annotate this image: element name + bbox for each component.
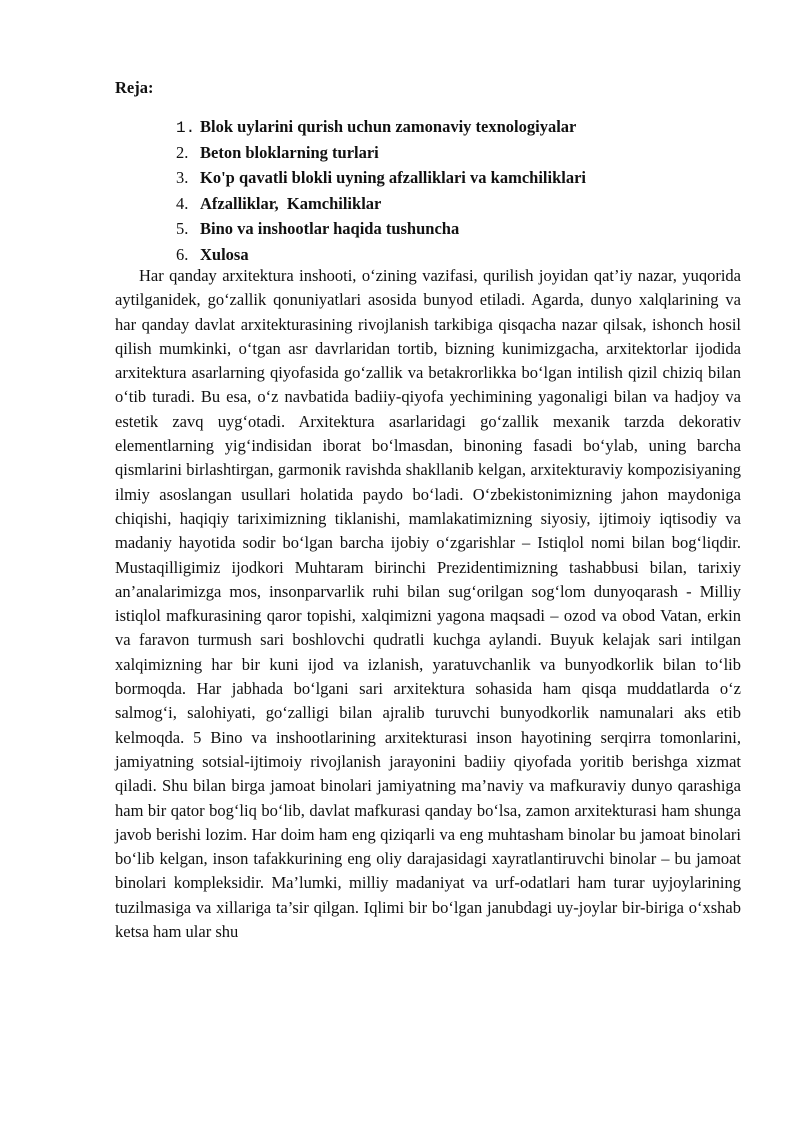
- plan-item-number: 6.: [176, 244, 189, 264]
- plan-item-number: 5.: [176, 219, 189, 239]
- plan-item: [176, 167, 586, 193]
- plan-item-label: Blok uylarini qurish uchun zamonaviy texnologiyalar: [200, 117, 577, 136]
- plan-item-label: Afzalliklar, Kamchiliklar: [200, 193, 382, 213]
- plan-item-number: 3.: [176, 168, 189, 188]
- plan-heading: Reja:: [115, 78, 154, 97]
- plan-item: [176, 218, 586, 244]
- plan-item: [176, 193, 586, 219]
- plan-item-number: 1.: [176, 119, 196, 137]
- plan-item-label: Beton bloklarning turlari: [200, 142, 379, 162]
- plan-item-label: Ko'p qavatli blokli uyning afzalliklari va kamchiliklari: [200, 168, 586, 188]
- plan-item-label: Xulosa: [200, 244, 249, 264]
- plan-item-number: 4.: [176, 193, 189, 213]
- plan-item-label: Bino va inshootlar haqida tushuncha: [200, 219, 460, 239]
- plan-item: [176, 116, 586, 142]
- body-paragraph: Har qanday arxitektura inshooti, o‘zining vazifasi, qurilish joyidan qat’iy nazar, yuqorida aytilganidek, go‘zallik qonuniyatlari asosida bunyod etiladi. Agarda, dunyo xalqlarining va har qanday davlat arxitekturasining rivojlanish tarkibiga qisqacha nazar qilsak, ishonch hosil qilish mumkinki, o‘tgan asr davrlaridan tortib, bizning kunimizgacha, arxitektorlar ijodida arxitektura asarlarning qiyofasida go‘zallik va betakrorlikka bo‘lgan intilish qizil chiziq bilan o‘tib turadi. Bu esa, o‘z navbatida badiiy-qiyofa yechimining yagonaligi bilan va hadjoy va estetik zavq uyg‘otadi. Arxitektura asarlaridagi go‘zallik mexanik tarzda dekorativ elementlarning yig‘indisidan iborat bo‘lmasdan, binoning fasadi bo‘ylab, uning barcha qismlarini birlashtirgan, garmonik ravishda shakllanib kelgan, arxitekturaviy kompozisiyaning ilmiy asoslangan usullari holatida paydo bo‘ladi. O‘zbekistonimizning jahon maydoniga chiqishi, haqiqiy tariximizning tiklanishi, mamlakatimizning siyosiy, ijtimoiy iqtisodiy va madaniy hayotida sodir bo‘lgan barcha ijobiy o‘zgarishlar – Istiqlol nomi bilan bog‘liqdir. Mustaqilligimiz ijodkori Muhtaram birinchi Prezidentimizning tashabbusi bilan, tarixiy an’analarimizga mos, insonparvarlik ruhi bilan sug‘orilgan sog‘lom dunyoqarash - Milliy istiqlol mafkurasining qaror topishi, xalqimizni yagona maqsadi – ozod va obod Vatan, erkin va faravon turmush sari boshlovchi qudratli kuchga aylandi. Buyuk kelajak sari intilgan xalqimizning har bir kuni ijod va izlanish, yaratuvchanlik va bunyodkorlik bilan to‘lib bormoqda. Har jabhada bo‘lgani sari arxitektura sohasida ham qisqa muddatlarda o‘z salmog‘i, salohiyati, go‘zalligi bilan ajralib turuvchi bunyodkorlik namunalari aks etib kelmoqda. 5 Bino va inshootlarining arxitekturasi inson hayotining serqirra tomonlarini, jamiyatning sotsial-ijtimoiy rivojlanish jarayonini badiiy qiyofada yoritib berishga xizmat qiladi. Shu bilan birga jamoat binolari jamiyatning ma’naviy va mafkuraviy dunyo qarashiga ham bir qator bog‘liq bo‘lib, davlat mafkurasi qanday bo‘lsa, zamon arxitekturasi ham shunga javob berishi lozim. Har doim ham eng qiziqarli va eng muhtasham binolar bu jamoat binolari bo‘lib kelgan, inson tafakkurining eng oliy darajasidagi xayratlantiruvchi binolar – bu jamoat binolari kompleksidir. Ma’lumki, milliy madaniyat va urf-odatlari ham turar uyjoylarining tuzilmasiga va xillariga ta’sir qilgan. Iqlimi bir bo‘lgan janubdagi uy-joylar bir-biriga o‘xshab ketsa ham ular shu: [115, 266, 741, 942]
- plan-item: [176, 142, 586, 168]
- plan-list: [176, 116, 586, 270]
- plan-item-number: 2.: [176, 142, 189, 162]
